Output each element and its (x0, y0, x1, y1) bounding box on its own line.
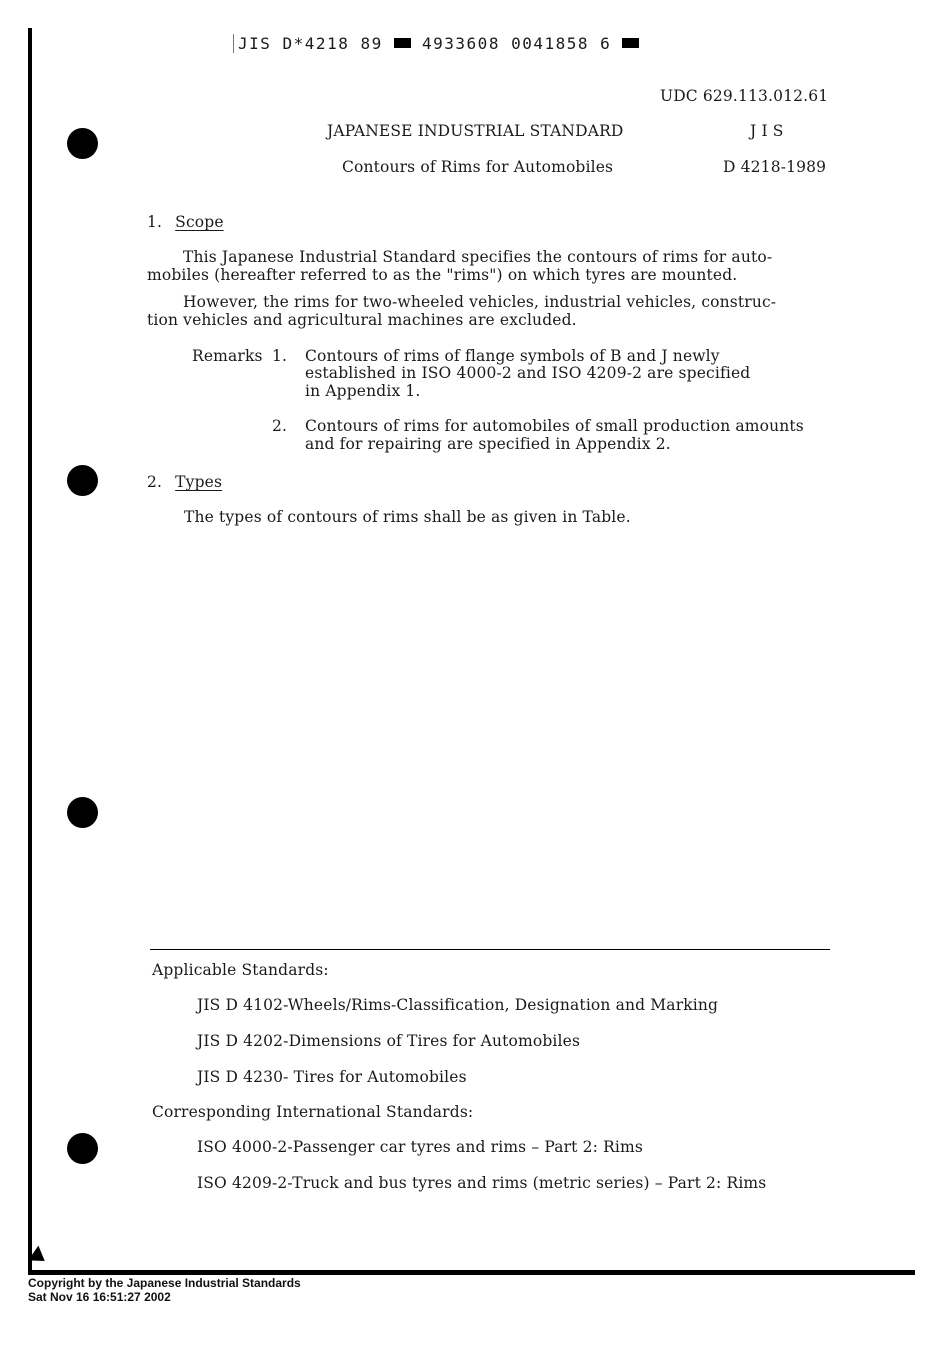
footnote-divider (150, 949, 830, 950)
scope-para-2-line-2: tion vehicles and agricultural machines are excluded. (147, 311, 577, 329)
remarks-label: Remarks (192, 347, 263, 365)
stamp-block-icon (622, 38, 639, 48)
corresponding-standard-item: ISO 4000-2-Passenger car tyres and rims – Part 2: Rims (197, 1138, 643, 1156)
section-2-title: Types (175, 473, 223, 491)
document-stamp (233, 34, 639, 53)
scope-para-1-line-2: mobiles (hereafter referred to as the "rims") on which tyres are mounted. (147, 266, 738, 284)
remark-2-number: 2. (272, 417, 288, 435)
remark-1-line-1: Contours of rims of flange symbols of B and J newly (305, 347, 720, 365)
punch-hole-icon (67, 1133, 98, 1164)
applicable-standards-heading: Applicable Standards: (152, 961, 329, 979)
remark-1-line-2: established in ISO 4000-2 and ISO 4209-2 are specified (305, 364, 751, 382)
document-title: Contours of Rims for Automobiles (342, 158, 614, 176)
remark-2-line-1: Contours of rims for automobiles of small production amounts (305, 417, 804, 435)
applicable-standard-item: JIS D 4202-Dimensions of Tires for Automobiles (197, 1032, 581, 1050)
punch-hole-icon (67, 128, 98, 159)
stamp-block-icon (394, 38, 411, 48)
bottom-margin-bar (28, 1270, 915, 1275)
remark-1-number: 1. (272, 347, 288, 365)
stamp-right: 4933608 0041858 6 (422, 34, 612, 53)
corresponding-standards-heading: Corresponding International Standards: (152, 1103, 474, 1121)
punch-hole-icon (67, 797, 98, 828)
copyright-date: Sat Nov 16 16:51:27 2002 (28, 1290, 171, 1304)
scope-para-1-line-1: This Japanese Industrial Standard specifies the contours of rims for auto- (183, 248, 773, 266)
remark-2-line-2: and for repairing are specified in Appendix 2. (305, 435, 671, 453)
standard-type: JAPANESE INDUSTRIAL STANDARD (327, 122, 624, 140)
left-margin-bar (28, 28, 32, 1270)
jis-mark: J I S (750, 122, 784, 140)
section-2-heading (147, 473, 222, 491)
section-1-heading (147, 213, 224, 231)
udc-number: UDC 629.113.012.61 (660, 87, 829, 105)
applicable-standard-item: JIS D 4102-Wheels/Rims-Classification, Designation and Marking (197, 996, 719, 1014)
section-2-number: 2. (147, 473, 163, 491)
corresponding-standard-item: ISO 4209-2-Truck and bus tyres and rims (metric series) – Part 2: Rims (197, 1174, 767, 1192)
section-1-title: Scope (175, 213, 224, 231)
punch-hole-icon (67, 465, 98, 496)
remark-1-line-3: in Appendix 1. (305, 382, 421, 400)
types-text: The types of contours of rims shall be as given in Table. (184, 508, 631, 526)
scope-para-2-line-1: However, the rims for two-wheeled vehicles, industrial vehicles, construc- (183, 293, 777, 311)
stamp-left: JIS D*4218 89 (233, 34, 383, 53)
copyright-line: Copyright by the Japanese Industrial Standards (28, 1276, 301, 1290)
standard-number: D 4218-1989 (723, 158, 827, 176)
section-1-number: 1. (147, 213, 163, 231)
applicable-standard-item: JIS D 4230- Tires for Automobiles (197, 1068, 467, 1086)
